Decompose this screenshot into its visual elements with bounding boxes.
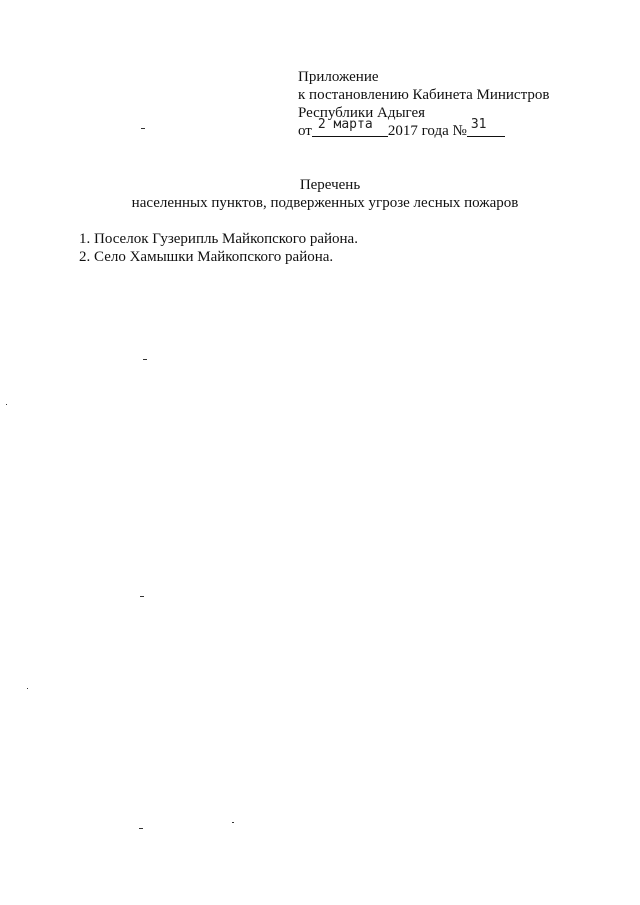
- document-title-block: [0, 176, 640, 212]
- scan-speck: [6, 404, 7, 405]
- list-item-number: 2.: [79, 249, 91, 265]
- date-prefix: от: [298, 123, 312, 139]
- date-blank: [312, 117, 388, 137]
- list-item: [79, 248, 358, 266]
- list-item: [79, 230, 358, 248]
- year-text: 2017 года №: [387, 123, 467, 139]
- number-blank: [467, 117, 505, 137]
- document-heading: Перечень: [299, 177, 361, 193]
- appendix-date-line: [298, 117, 549, 140]
- scan-speck: [141, 128, 145, 129]
- document-subheading: населенных пунктов, подверженных угрозе лесных пожаров: [131, 195, 519, 211]
- handwritten-date: 2 марта: [317, 117, 373, 132]
- appendix-header: [298, 68, 549, 140]
- list-item-text: Поселок Гузерипль Майкопского района.: [94, 231, 358, 247]
- list-item-number: 1.: [79, 231, 91, 247]
- scan-speck: [232, 822, 234, 823]
- handwritten-number: 31: [470, 117, 487, 132]
- settlements-list: [79, 230, 358, 266]
- scan-speck: [139, 828, 143, 829]
- appendix-resolution-line: к постановлению Кабинета Министров: [298, 87, 550, 103]
- list-item-text: Село Хамышки Майкопского района.: [94, 249, 334, 265]
- scan-speck: [140, 596, 144, 597]
- appendix-republic-line: Республики Адыгея: [298, 105, 426, 121]
- scan-speck: [143, 359, 147, 360]
- appendix-title: Приложение: [298, 69, 379, 85]
- scan-speck: [27, 688, 28, 689]
